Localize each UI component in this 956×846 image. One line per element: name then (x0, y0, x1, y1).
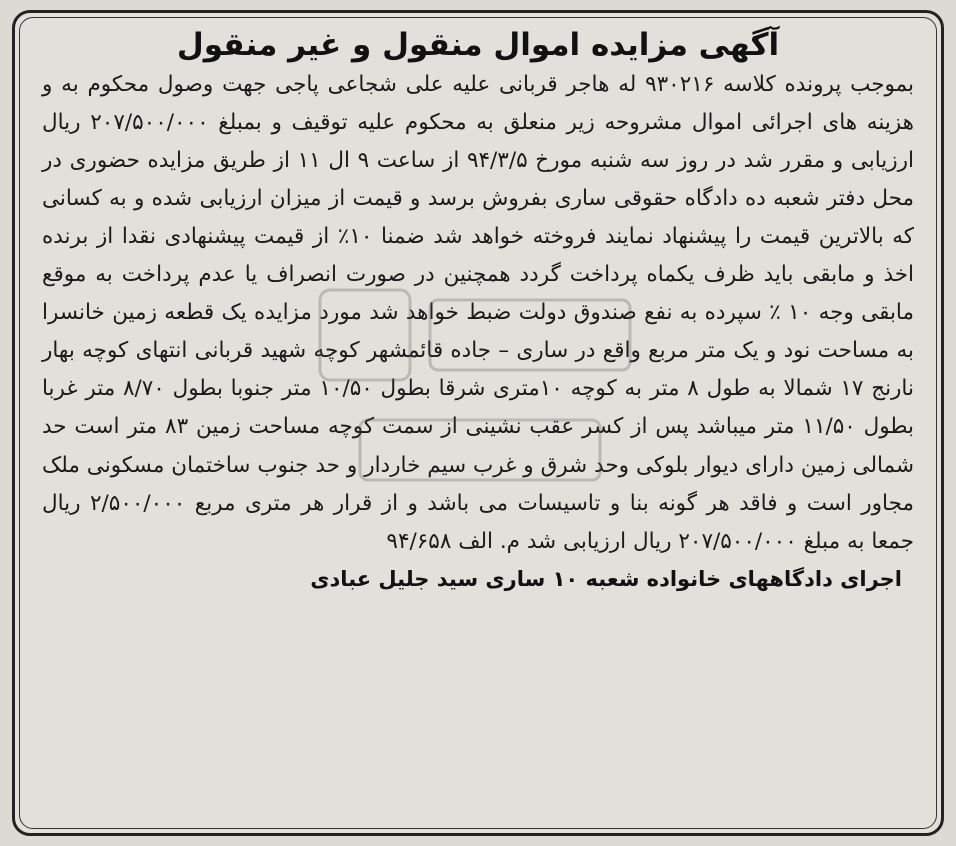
notice-body: بموجب پرونده کلاسه ۹۳۰۲۱۶ له هاجر قربانی علیه علی شجاعی پاجی جهت وصول محکوم به و هزینه های اجرائی اموال مشروحه زیر منعلق به محکوم علیه توقیف و بمبلغ ۲۰۷/۵۰۰/۰۰۰ ریال ارزیابی و مقرر شد در روز سه شنبه مورخ ۹۴/۳/۵ از ساعت ۹ ال ۱۱ از طریق مزایده حضوری در محل دفتر شعبه ده دادگاه حقوقی ساری بفروش برسد و قیمت از میزان ارزیابی شده و به کسانی که بالاترین قیمت را پیشنهاد نمایند فروخته خواهد شد ضمنا ۱۰٪ از قیمت پیشنهادی نقدا از برنده اخذ و مابقی باید ظرف یکماه پرداخت گردد همچنین در صورت انصراف یا عدم پرداخت به موقع مابقی وجه ۱۰ ٪ سپرده به نفع صندوق دولت ضبط خواهد شد مورد مزایده یک قطعه زمین خانسرا به مساحت نود و یک متر مربع واقع در ساری – جاده قائمشهر کوچه شهید قربانی انتهای کوچه بهار نارنج ۱۷ شمالا به طول ۸ متر به کوچه ۱۰متری شرقا بطول ۱۰/۵۰ متر جنوبا بطول ۸/۷۰ متر غربا بطول ۱۱/۵۰ متر میباشد پس از کسر عقب نشینی از سمت کوچه مساحت زمین ۸۳ متر است حد شمالی زمین دارای دیوار بلوکی وحد شرق و غرب سیم خاردار و حد جنوب ساختمان مسکونی ملک مجاور است و فاقد هر گونه بنا و تاسیسات می باشد و از قرار هر متری مربع ۲/۵۰۰/۰۰۰ ریال جمعا به مبلغ ۲۰۷/۵۰۰/۰۰۰ ریال ارزیابی شد م. الف ۹۴/۶۵۸ (42, 71, 915, 554)
notice-title: آگهی مزایده اموال منقول و غیر منقول (176, 27, 780, 63)
notice-inner-border (19, 17, 937, 829)
notice-outer-border (12, 10, 944, 836)
notice-footer-signature: اجرای دادگاههای خانواده شعبه ۱۰ ساری سید جلیل عبادی (310, 566, 902, 591)
